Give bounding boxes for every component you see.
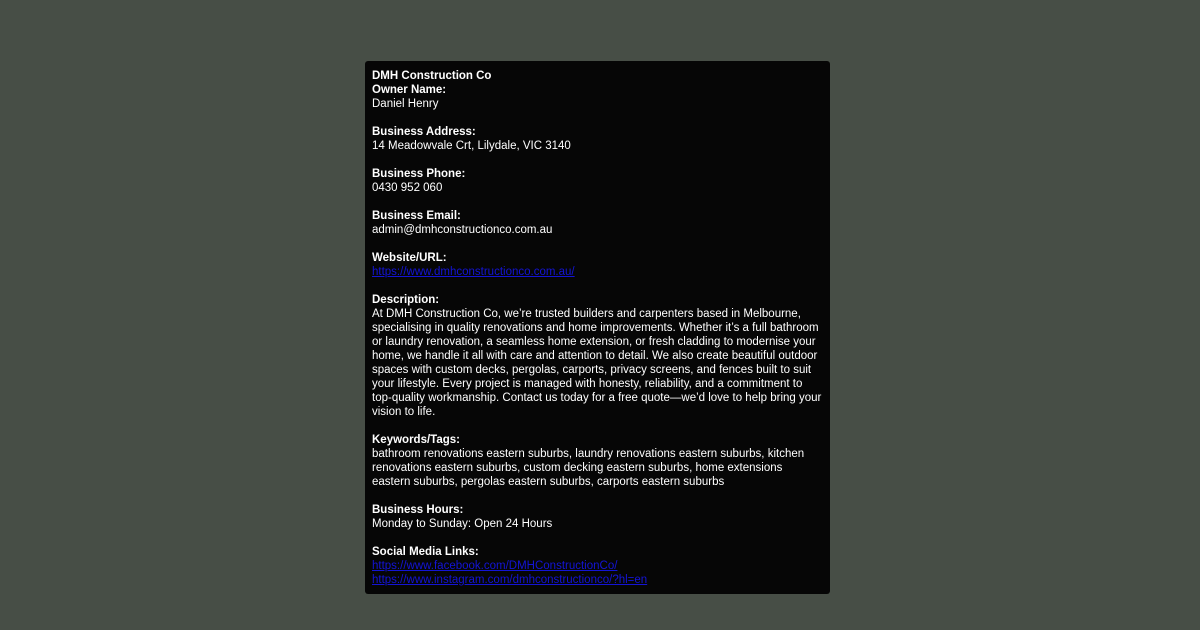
address-label: Business Address: xyxy=(372,126,476,138)
email-label: Business Email: xyxy=(372,210,461,222)
hours-label: Business Hours: xyxy=(372,504,464,516)
email-value: admin@dmhconstructionco.com.au xyxy=(372,224,553,236)
business-name: DMH Construction Co xyxy=(372,70,492,82)
description-label: Description: xyxy=(372,294,440,306)
spacer xyxy=(372,489,823,503)
description-text: At DMH Construction Co, we’re trusted builders and carpenters based in Melbourne, specialising in quality renovations and home improvements. Whether it’s a full bathroom or laundry renovation, a seamless home extension, or fresh cladding to modernise your home, we handle it all with care and attention to detail. We also create beautiful outdoor spaces with custom decks, pergolas, carports, privacy screens, and fences built to suit your lifestyle. Every project is managed with honesty, reliability, and a commitment to top-quality workmanship. Contact us today for a free quote—we’d love to help bring your vision to life. xyxy=(372,308,822,418)
instagram-link[interactable]: https://www.instagram.com/dmhconstructionco/?hl=en xyxy=(372,574,648,586)
spacer xyxy=(372,153,823,167)
spacer xyxy=(372,531,823,545)
spacer xyxy=(372,279,823,293)
keywords-text: bathroom renovations eastern suburbs, laundry renovations eastern suburbs, kitchen renovations eastern suburbs, custom decking eastern suburbs, home extensions eastern suburbs, pergolas eastern suburbs, carports eastern suburbs xyxy=(372,448,805,488)
keywords-label: Keywords/Tags: xyxy=(372,434,460,446)
spacer xyxy=(372,195,823,209)
hours-value: Monday to Sunday: Open 24 Hours xyxy=(372,518,553,530)
facebook-link[interactable]: https://www.facebook.com/DMHConstructionCo/ xyxy=(372,560,618,572)
owner-label: Owner Name: xyxy=(372,84,447,96)
website-link[interactable]: https://www.dmhconstructionco.com.au/ xyxy=(372,266,575,278)
social-label: Social Media Links: xyxy=(372,546,479,558)
spacer xyxy=(372,419,823,433)
owner-value: Daniel Henry xyxy=(372,98,439,110)
address-value: 14 Meadowvale Crt, Lilydale, VIC 3140 xyxy=(372,140,571,152)
business-info-card xyxy=(365,61,830,594)
phone-value: 0430 952 060 xyxy=(372,182,443,194)
phone-label: Business Phone: xyxy=(372,168,466,180)
website-label: Website/URL: xyxy=(372,252,447,264)
spacer xyxy=(372,237,823,251)
spacer xyxy=(372,111,823,125)
